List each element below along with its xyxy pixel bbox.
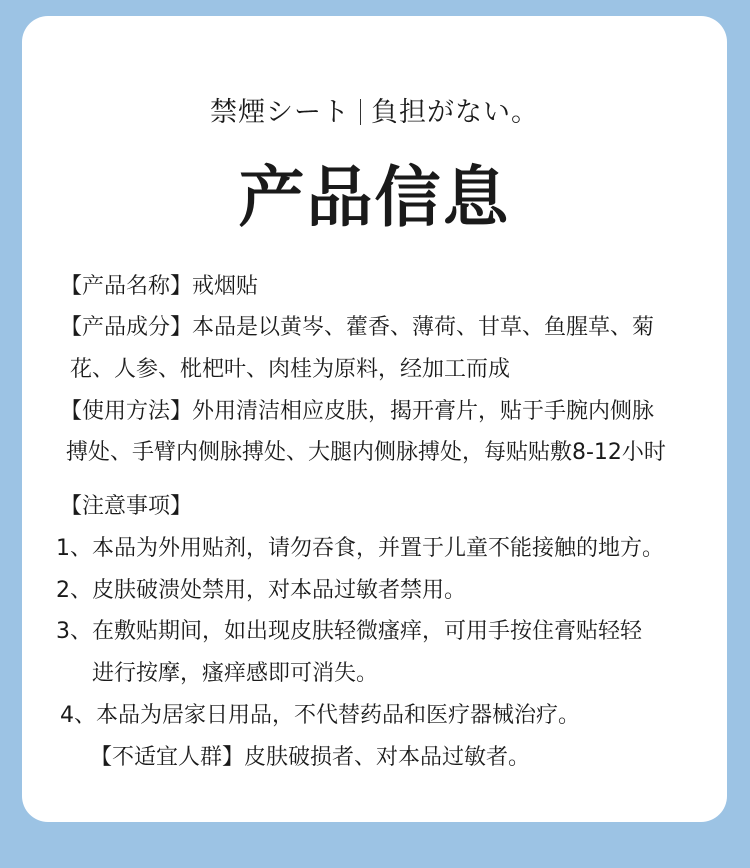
note-item-1: 1、本品为外用贴剂，请勿吞食，并置于儿童不能接触的地方。 bbox=[56, 536, 664, 561]
tagline bbox=[22, 90, 727, 129]
product-name-row bbox=[60, 272, 258, 302]
info-card bbox=[22, 16, 727, 822]
ingredients-label: 【产品成分】 bbox=[60, 315, 193, 340]
ingredients-row bbox=[60, 313, 654, 343]
note-item-3-line1: 3、在敷贴期间，如出现皮肤轻微瘙痒，可用手按住膏贴轻轻 bbox=[56, 619, 642, 644]
usage-line2: 搏处、手臂内侧脉搏处、大腿内侧脉搏处，每贴贴敷8-12小时 bbox=[66, 440, 666, 465]
unsuitable-people: 【不适宜人群】皮肤破损者、对本品过敏者。 bbox=[90, 745, 531, 770]
usage-line1: 外用清洁相应皮肤，揭开膏片，贴于手腕内侧脉 bbox=[192, 399, 655, 424]
product-name-label: 【产品名称】 bbox=[60, 274, 193, 299]
page-title: 产品信息 bbox=[238, 159, 511, 236]
note-item-4: 4、本品为居家日用品，不代替药品和医疗器械治疗。 bbox=[60, 703, 580, 728]
tagline-right: 負担がない。 bbox=[371, 97, 539, 128]
product-name-value: 戒烟贴 bbox=[192, 274, 259, 299]
ingredients-line1: 本品是以黄岑、藿香、薄荷、甘草、鱼腥草、菊 bbox=[192, 315, 655, 340]
tagline-divider bbox=[360, 99, 361, 125]
note-item-3-line2: 进行按摩，瘙痒感即可消失。 bbox=[92, 661, 379, 686]
note-item-2: 2、皮肤破溃处禁用，对本品过敏者禁用。 bbox=[56, 578, 466, 603]
usage-row bbox=[60, 397, 654, 427]
tagline-left: 禁煙シート bbox=[210, 97, 350, 128]
usage-label: 【使用方法】 bbox=[60, 399, 193, 424]
notes-heading: 【注意事项】 bbox=[60, 494, 193, 519]
ingredients-line2: 花、人参、枇杷叶、肉桂为原料，经加工而成 bbox=[70, 357, 511, 382]
